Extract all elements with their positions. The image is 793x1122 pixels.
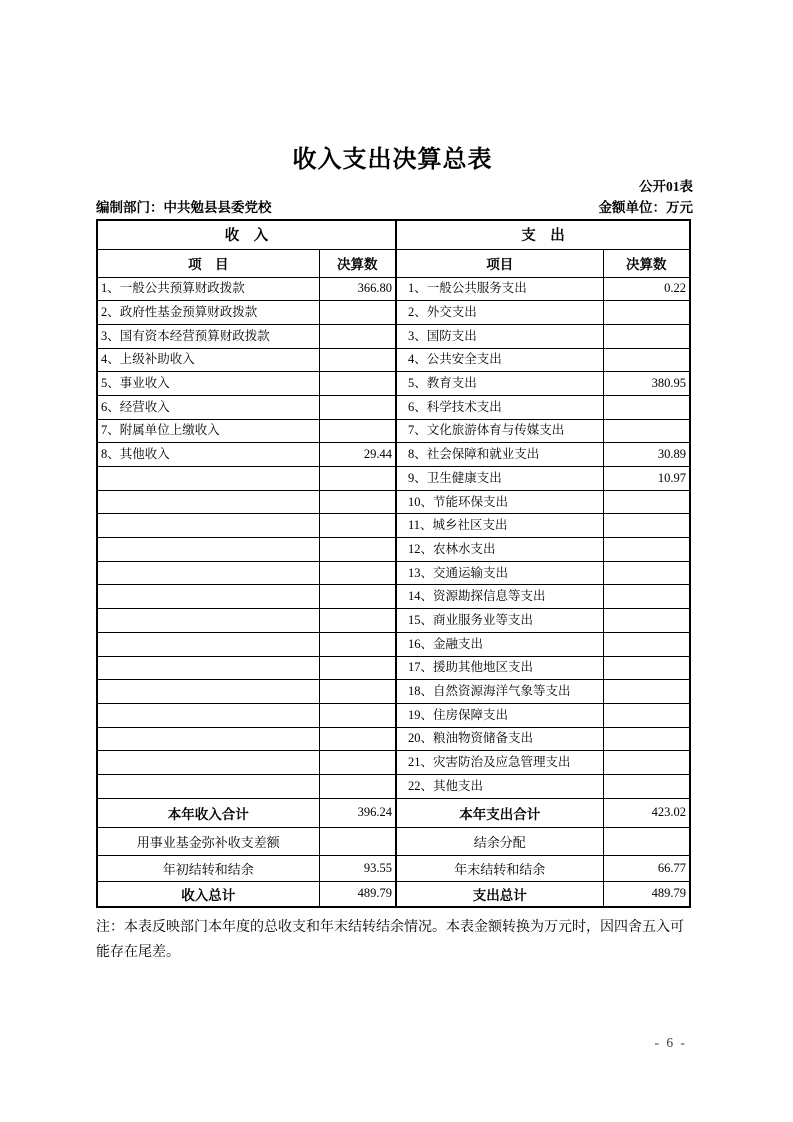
expense-value-cell <box>603 561 690 585</box>
expense-item-cell: 支出总计 <box>396 881 603 907</box>
expense-item-cell: 20、粮油物资储备支出 <box>396 727 603 751</box>
income-item-cell <box>97 632 319 656</box>
income-item-cell: 3、国有资本经营预算财政拨款 <box>97 324 319 348</box>
expense-item-cell: 21、灾害防治及应急管理支出 <box>396 751 603 775</box>
expense-value-cell: 423.02 <box>603 798 690 827</box>
table-row <box>97 632 690 656</box>
income-item-cell: 7、附属单位上缴收入 <box>97 419 319 443</box>
expense-item-cell: 年末结转和结余 <box>396 855 603 881</box>
income-value-cell <box>319 727 396 751</box>
note-line: 能存在尾差。 <box>96 945 180 960</box>
income-item-cell: 收入总计 <box>97 881 319 907</box>
page-title: 收入支出决算总表 <box>292 147 493 173</box>
table-row <box>97 727 690 751</box>
income-value-cell <box>319 514 396 538</box>
table-row <box>97 514 690 538</box>
income-item-cell <box>97 680 319 704</box>
table-row <box>97 656 690 680</box>
income-item-cell <box>97 514 319 538</box>
document-content <box>96 0 693 1122</box>
income-value-cell <box>319 372 396 396</box>
income-value-cell <box>319 561 396 585</box>
table-row <box>97 301 690 325</box>
expense-item-cell: 3、国防支出 <box>396 324 603 348</box>
income-item-cell <box>97 751 319 775</box>
table-row <box>97 348 690 372</box>
table-row <box>97 372 690 396</box>
table-code-label: 公开01表 <box>639 179 693 194</box>
table-summary-body <box>97 798 690 907</box>
expense-item-cell: 7、文化旅游体育与传媒支出 <box>396 419 603 443</box>
expense-item-cell: 6、科学技术支出 <box>396 395 603 419</box>
income-value-cell: 489.79 <box>319 881 396 907</box>
expense-value-cell <box>603 827 690 855</box>
expense-value-cell <box>603 490 690 514</box>
income-item-cell <box>97 609 319 633</box>
meta-line <box>96 196 693 216</box>
table-row <box>97 395 690 419</box>
expense-value-cell <box>603 301 690 325</box>
income-value-cell <box>319 656 396 680</box>
department-label: 编制部门：中共勉县县委党校 <box>96 200 272 215</box>
expense-value-cell <box>603 514 690 538</box>
table-row <box>97 443 690 467</box>
column-header-row <box>97 249 690 277</box>
income-value-cell <box>319 827 396 855</box>
expense-item-cell: 16、金融支出 <box>396 632 603 656</box>
income-item-cell: 1、一般公共预算财政拨款 <box>97 277 319 301</box>
expense-item-cell: 本年支出合计 <box>396 798 603 827</box>
table-row <box>97 467 690 491</box>
income-value-cell <box>319 348 396 372</box>
expense-item-cell: 9、卫生健康支出 <box>396 467 603 491</box>
expense-item-cell: 10、节能环保支出 <box>396 490 603 514</box>
expense-value-cell <box>603 774 690 798</box>
income-value-cell <box>319 538 396 562</box>
income-item-cell <box>97 727 319 751</box>
income-item-cell: 5、事业收入 <box>97 372 319 396</box>
expense-item-cell: 8、社会保障和就业支出 <box>396 443 603 467</box>
expense-item-cell: 4、公共安全支出 <box>396 348 603 372</box>
section-header-row <box>97 220 690 249</box>
table-row <box>97 585 690 609</box>
table-row <box>97 881 690 907</box>
income-value-cell <box>319 301 396 325</box>
expense-value-cell: 66.77 <box>603 855 690 881</box>
income-item-cell <box>97 703 319 727</box>
income-value-cell <box>319 490 396 514</box>
table-row <box>97 561 690 585</box>
table-row <box>97 324 690 348</box>
expense-section-header: 支 出 <box>396 220 690 249</box>
income-value-column-header: 决算数 <box>319 249 396 277</box>
income-item-cell: 本年收入合计 <box>97 798 319 827</box>
page-number: - 6 - <box>654 1035 687 1050</box>
income-value-cell: 29.44 <box>319 443 396 467</box>
table-head <box>97 220 690 277</box>
income-item-column-header: 项 目 <box>97 249 319 277</box>
expense-value-cell <box>603 585 690 609</box>
expense-value-cell <box>603 751 690 775</box>
income-value-cell <box>319 419 396 443</box>
income-item-cell <box>97 467 319 491</box>
expense-value-column-header: 决算数 <box>603 249 690 277</box>
expense-value-cell <box>603 703 690 727</box>
note-line: 注：本表反映部门本年度的总收支和年末结转结余情况。本表金额转换为万元时，因四舍五入可 <box>96 920 684 935</box>
income-item-cell: 年初结转和结余 <box>97 855 319 881</box>
table-row <box>97 774 690 798</box>
expense-value-cell <box>603 348 690 372</box>
expense-item-cell: 12、农林水支出 <box>396 538 603 562</box>
table-row <box>97 419 690 443</box>
table-row <box>97 538 690 562</box>
income-value-cell <box>319 703 396 727</box>
expense-item-column-header: 项目 <box>396 249 603 277</box>
expense-value-cell <box>603 538 690 562</box>
expense-item-cell: 18、自然资源海洋气象等支出 <box>396 680 603 704</box>
income-value-cell <box>319 324 396 348</box>
unit-label: 金额单位：万元 <box>598 200 693 215</box>
income-value-cell <box>319 395 396 419</box>
table-row <box>97 490 690 514</box>
expense-value-cell <box>603 680 690 704</box>
income-item-cell <box>97 656 319 680</box>
table-row <box>97 855 690 881</box>
income-value-cell <box>319 585 396 609</box>
income-item-cell: 8、其他收入 <box>97 443 319 467</box>
table-row <box>97 609 690 633</box>
expense-item-cell: 22、其他支出 <box>396 774 603 798</box>
expense-value-cell <box>603 727 690 751</box>
expense-value-cell <box>603 395 690 419</box>
final-accounts-table <box>96 219 691 908</box>
income-value-cell <box>319 774 396 798</box>
income-section-header: 收 入 <box>97 220 396 249</box>
table-note <box>96 915 693 965</box>
expense-item-cell: 17、援助其他地区支出 <box>396 656 603 680</box>
income-value-cell <box>319 609 396 633</box>
income-value-cell <box>319 632 396 656</box>
expense-value-cell <box>603 632 690 656</box>
table-body <box>97 277 690 798</box>
income-item-cell: 6、经营收入 <box>97 395 319 419</box>
income-value-cell: 93.55 <box>319 855 396 881</box>
expense-value-cell: 10.97 <box>603 467 690 491</box>
income-item-cell <box>97 538 319 562</box>
expense-item-cell: 5、教育支出 <box>396 372 603 396</box>
table-row <box>97 798 690 827</box>
expense-value-cell: 0.22 <box>603 277 690 301</box>
expense-value-cell <box>603 609 690 633</box>
income-item-cell: 2、政府性基金预算财政拨款 <box>97 301 319 325</box>
expense-item-cell: 1、一般公共服务支出 <box>396 277 603 301</box>
expense-item-cell: 11、城乡社区支出 <box>396 514 603 538</box>
income-value-cell <box>319 751 396 775</box>
income-item-cell <box>97 490 319 514</box>
table-row <box>97 277 690 301</box>
expense-value-cell <box>603 419 690 443</box>
expense-item-cell: 2、外交支出 <box>396 301 603 325</box>
expense-item-cell: 13、交通运输支出 <box>396 561 603 585</box>
income-item-cell <box>97 585 319 609</box>
income-item-cell <box>97 774 319 798</box>
expense-item-cell: 19、住房保障支出 <box>396 703 603 727</box>
expense-value-cell <box>603 656 690 680</box>
expense-value-cell: 489.79 <box>603 881 690 907</box>
income-item-cell: 用事业基金弥补收支差额 <box>97 827 319 855</box>
expense-value-cell: 30.89 <box>603 443 690 467</box>
income-value-cell: 396.24 <box>319 798 396 827</box>
table-row <box>97 827 690 855</box>
table-row <box>97 751 690 775</box>
table-row <box>97 703 690 727</box>
income-item-cell <box>97 561 319 585</box>
income-item-cell: 4、上级补助收入 <box>97 348 319 372</box>
income-value-cell: 366.80 <box>319 277 396 301</box>
expense-value-cell <box>603 324 690 348</box>
income-value-cell <box>319 467 396 491</box>
income-value-cell <box>319 680 396 704</box>
expense-value-cell: 380.95 <box>603 372 690 396</box>
expense-item-cell: 15、商业服务业等支出 <box>396 609 603 633</box>
expense-item-cell: 14、资源勘探信息等支出 <box>396 585 603 609</box>
expense-item-cell: 结余分配 <box>396 827 603 855</box>
table-row <box>97 680 690 704</box>
